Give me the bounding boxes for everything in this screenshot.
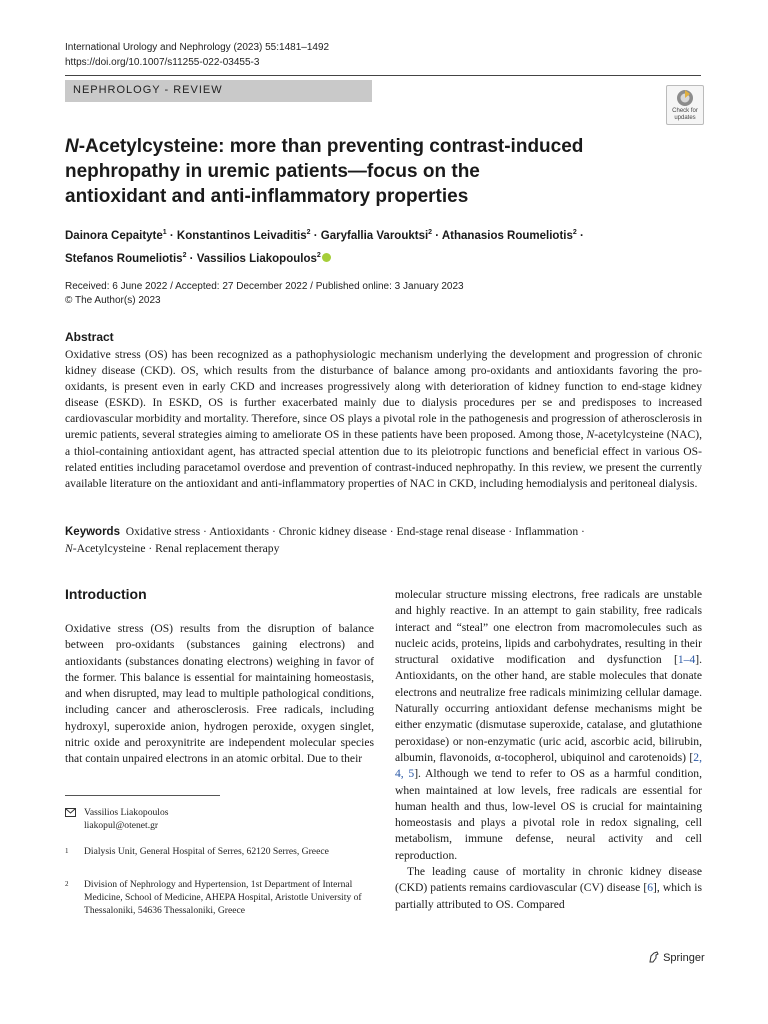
affiliation-2 bbox=[65, 878, 375, 934]
check-updates-icon bbox=[676, 89, 694, 107]
corresponding-author bbox=[65, 806, 375, 836]
intro-text: ]. Although we tend to refer to OS as a harmful condition, when maintained at low levels, free radicals are essential for human health and thus, low-level OS is crucial for maintaining homeostasis and plays a pivotal role in redox signaling, cell metabolism, immune defense, neural activity and cell reproduction. bbox=[395, 767, 703, 862]
corresponding-name: Vassilios Liakopoulos bbox=[84, 807, 169, 818]
intro-paragraph-2 bbox=[395, 864, 702, 913]
journal-header bbox=[65, 40, 329, 70]
keywords-line2: -Acetylcysteine · Renal replacement therapy bbox=[72, 541, 280, 555]
author-affiliation: 1 bbox=[162, 229, 167, 236]
intro-text: ]. Antioxidants, on the other hand, are stable molecules that donate electrons and neutralize free radicals minimizing cellular damage. Naturally occurring antioxidant defense mechanisms might be either enzymatic (dismutase superoxide, catalase, and glutathione peroxidase) or non-enzymatic (uric acid, ascorbic acid, bilirubin, albumin, flavonoids, α-tocopherol, ubiquinol and carotenoids) [ bbox=[395, 653, 702, 764]
keywords bbox=[65, 524, 702, 557]
springer-horse-icon bbox=[648, 951, 660, 963]
envelope-icon bbox=[65, 808, 76, 817]
intro-text: The leading cause of mortality in chronic kidney disease (CKD) patients remains cardiovascular (CV) disease [ bbox=[395, 865, 702, 895]
citation-link[interactable]: 6 bbox=[647, 881, 653, 895]
abstract-body bbox=[65, 347, 702, 492]
author-name[interactable]: Stefanos Roumeliotis bbox=[65, 252, 183, 265]
author-name[interactable]: Vassilios Liakopoulos bbox=[196, 252, 317, 265]
intro-column-right bbox=[395, 587, 702, 913]
author-affiliation: 2 bbox=[306, 229, 311, 236]
publisher-name: Springer bbox=[663, 952, 705, 964]
copyright-line: © The Author(s) 2023 bbox=[65, 295, 161, 306]
intro-paragraph-1: Oxidative stress (OS) results from the disruption of balance between pro-oxidants (substances gaining electrons) and antioxidants (substances donating electrons) weighing in favor of the former. This balance is essential for maintaining homeostasis, and when disrupted, may lead to multiple pathological conditions, including cancer and atherosclerosis. Free radicals, including hydroxyl, superoxide anion, hydrogen peroxide, oxygen singlet, nitric oxide and peroxynitrite are independent molecular species that contain unpaired electrons in an atomic orbital. Due to their bbox=[65, 622, 374, 766]
citation-link[interactable]: 2, 4, 5 bbox=[395, 750, 702, 781]
keywords-line1: Oxidative stress · Antioxidants · Chronic kidney disease · End-stage renal disease · Inflammation · bbox=[125, 525, 585, 538]
section-band bbox=[65, 80, 372, 102]
section-label: NEPHROLOGY - REVIEW bbox=[73, 84, 223, 96]
author-name[interactable]: Athanasios Roumeliotis bbox=[441, 229, 573, 242]
article-title bbox=[65, 134, 585, 209]
author-list: Dainora Cepaityte$^1$ · Konstantinos Leivaditis$^2$ · Garyfallia Varouktsi$^2$ · Athanasios Roumeliotis$^2$ · Stefanos Roumeliotis$^2$ · Vassilios Liakopoulos$^2$ bbox=[65, 229, 584, 265]
author-name[interactable]: Konstantinos Leivaditis bbox=[176, 229, 307, 242]
abstract-italic-n: N bbox=[586, 428, 595, 442]
keywords-italic-n: N bbox=[65, 541, 73, 555]
intro-text: molecular structure missing electrons, free radicals are unstable and highly reactive. In an attempt to gain stability, free radicals interact and “steal” one electron from macromolecules such as nucleic acids, proteins, lipids and carbohydrates, resulting in their structural oxidative modification and dysfunction [ bbox=[395, 588, 702, 667]
header-rule bbox=[65, 75, 701, 76]
introduction-heading: Introduction bbox=[65, 586, 147, 602]
abstract-text-1: Oxidative stress (OS) has been recognized as a pathophysiologic mechanism underlying the development and progression of chronic kidney disease (CKD). OS, which results from the disturbance of balance among pro-oxidants and antioxidants favoring the pro-oxidants, is present even in early CKD and increases progressively along with deterioration of kidney function to end-stage kidney disease (ESKD). In ESKD, OS is further exacerbated mainly due to dialysis procedures per se and predisposes to increased cardiovascular morbidity and mortality. Therefore, since OS plays a pivotal role in the pathogenesis and progression of atherosclerosis in uremic patients, several strategies aiming to ameliorate OS in these patients have been proposed. Among those, bbox=[65, 348, 702, 442]
orcid-icon[interactable] bbox=[322, 253, 331, 262]
intro-text: ], which is partially attributed to OS. Compared bbox=[395, 881, 702, 911]
author-affiliation: 2 bbox=[182, 251, 187, 259]
journal-citation: International Urology and Nephrology (2023) 55:1481–1492 bbox=[65, 42, 330, 53]
intro-paragraph-1-cont bbox=[395, 587, 702, 864]
footnote-rule bbox=[65, 795, 220, 796]
affiliation-1 bbox=[65, 845, 375, 875]
author-name[interactable]: Garyfallia Varouktsi bbox=[320, 229, 429, 242]
keywords-label: Keywords bbox=[65, 526, 120, 538]
check-updates-line1: Check for bbox=[672, 108, 698, 114]
author-affiliation: 2 bbox=[428, 229, 433, 236]
affiliation-text: Division of Nephrology and Hypertension, 1st Department of Internal Medicine, School of Medicine, AHEPA Hospital, Aristotle University of Thessaloniki, 54636 Thessaloniki, Greece bbox=[84, 879, 362, 916]
corresponding-email[interactable]: liakopul@otenet.gr bbox=[84, 820, 159, 831]
affiliation-mark: 2 bbox=[65, 880, 69, 888]
abstract-heading: Abstract bbox=[65, 330, 114, 344]
publisher-footer bbox=[648, 951, 705, 964]
author-affiliation: 2 bbox=[572, 229, 577, 236]
check-for-updates-badge[interactable] bbox=[666, 85, 704, 125]
author-name[interactable]: Dainora Cepaityte bbox=[65, 229, 163, 242]
author-affiliation: 2 bbox=[316, 251, 321, 259]
abstract-text-2: -acetylcysteine (NAC), a thiol-containing antioxidant agent, has attracted special attention due to its pleiotropic functions and beneficial effect in various OS-related entities including paracetamol overdose and prevention of contrast-induced nephropathy. In this review, we present the currently available literature on the antioxidant and anti-inflammatory properties of NAC in CKD, including hemodialysis and peritoneal dialysis. bbox=[65, 428, 702, 490]
affiliation-text: Dialysis Unit, General Hospital of Serres, 62120 Serres, Greece bbox=[84, 846, 329, 857]
citation-link[interactable]: 1–4 bbox=[677, 653, 696, 667]
title-text: -Acetylcysteine: more than preventing contrast-induced nephropathy in uremic patients—focus on the antioxidant and anti-inflammatory properties bbox=[65, 136, 584, 207]
check-updates-line2: updates bbox=[674, 115, 696, 121]
publication-dates bbox=[65, 280, 464, 308]
title-italic-n: N bbox=[65, 136, 79, 157]
doi-link[interactable]: https://doi.org/10.1007/s11255-022-03455-3 bbox=[65, 57, 260, 68]
intro-column-left bbox=[65, 621, 374, 768]
affiliation-mark: 1 bbox=[65, 847, 69, 855]
dates-line: Received: 6 June 2022 / Accepted: 27 December 2022 / Published online: 3 January 2023 bbox=[65, 281, 464, 292]
